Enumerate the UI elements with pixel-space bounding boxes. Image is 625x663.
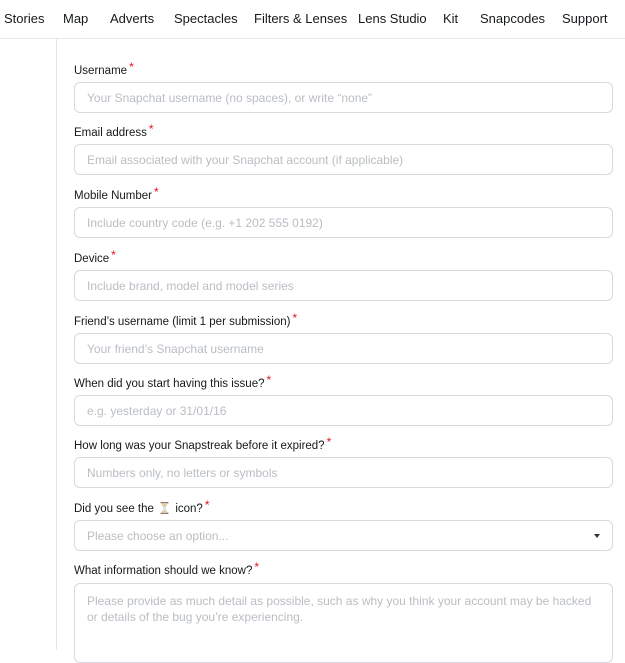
required-marker: * [148, 122, 154, 136]
top-navigation [0, 0, 625, 39]
nav-link-support[interactable]: Support [562, 11, 608, 26]
mobile-label-text: Mobile Number [74, 190, 152, 202]
required-marker: * [266, 373, 272, 387]
hourglass-label-before: Did you see the [74, 503, 154, 515]
nav-link-kit[interactable]: Kit [443, 11, 459, 26]
hourglass-select[interactable] [74, 520, 613, 551]
device-input[interactable] [74, 270, 613, 301]
username-input[interactable] [74, 82, 613, 113]
nav-link-lens-studio[interactable]: Lens Studio [358, 11, 427, 26]
issue-start-label-text: When did you start having this issue? [74, 378, 265, 390]
mobile-number-input[interactable] [74, 207, 613, 238]
issue-start-label [74, 373, 272, 390]
details-textarea[interactable] [74, 583, 613, 663]
required-marker: * [111, 248, 116, 262]
nav-link-map[interactable]: Map [63, 11, 89, 26]
hourglass-question-label [74, 498, 210, 515]
nav-link-adverts[interactable]: Adverts [110, 11, 155, 26]
nav-link-filters-lenses[interactable]: Filters & Lenses [254, 11, 348, 26]
chevron-down-icon [594, 534, 600, 538]
required-marker: * [153, 185, 159, 199]
friend-username-label [74, 311, 298, 328]
hourglass-label-after: icon? [175, 503, 203, 515]
nav-link-stories[interactable]: Stories [4, 11, 45, 26]
details-label-text: What information should we know? [74, 565, 253, 577]
details-label [74, 560, 260, 577]
email-label [74, 122, 154, 139]
hourglass-icon [160, 502, 169, 514]
device-label [74, 248, 116, 265]
streak-length-label-text: How long was your Snapstreak before it expired? [74, 440, 325, 452]
nav-link-spectacles[interactable]: Spectacles [174, 11, 238, 26]
left-divider [56, 39, 57, 650]
device-label-text: Device [74, 253, 110, 265]
mobile-label [74, 185, 159, 202]
friend-username-input[interactable] [74, 333, 613, 364]
streak-length-label [74, 435, 332, 452]
email-input[interactable] [74, 144, 613, 175]
friend-username-label-text: Friend’s username (limit 1 per submission) [74, 316, 291, 328]
issue-start-input[interactable] [74, 395, 613, 426]
nav-link-snapcodes[interactable]: Snapcodes [480, 11, 546, 26]
username-label-text: Username [74, 65, 128, 77]
streak-length-input[interactable] [74, 457, 613, 488]
required-marker: * [204, 498, 210, 512]
required-marker: * [254, 560, 260, 574]
required-marker: * [292, 311, 298, 325]
required-marker: * [129, 60, 134, 74]
username-label [74, 60, 134, 77]
required-marker: * [326, 435, 332, 449]
email-label-text: Email address [74, 127, 147, 139]
hourglass-select-value: Please choose an option... [87, 529, 229, 543]
